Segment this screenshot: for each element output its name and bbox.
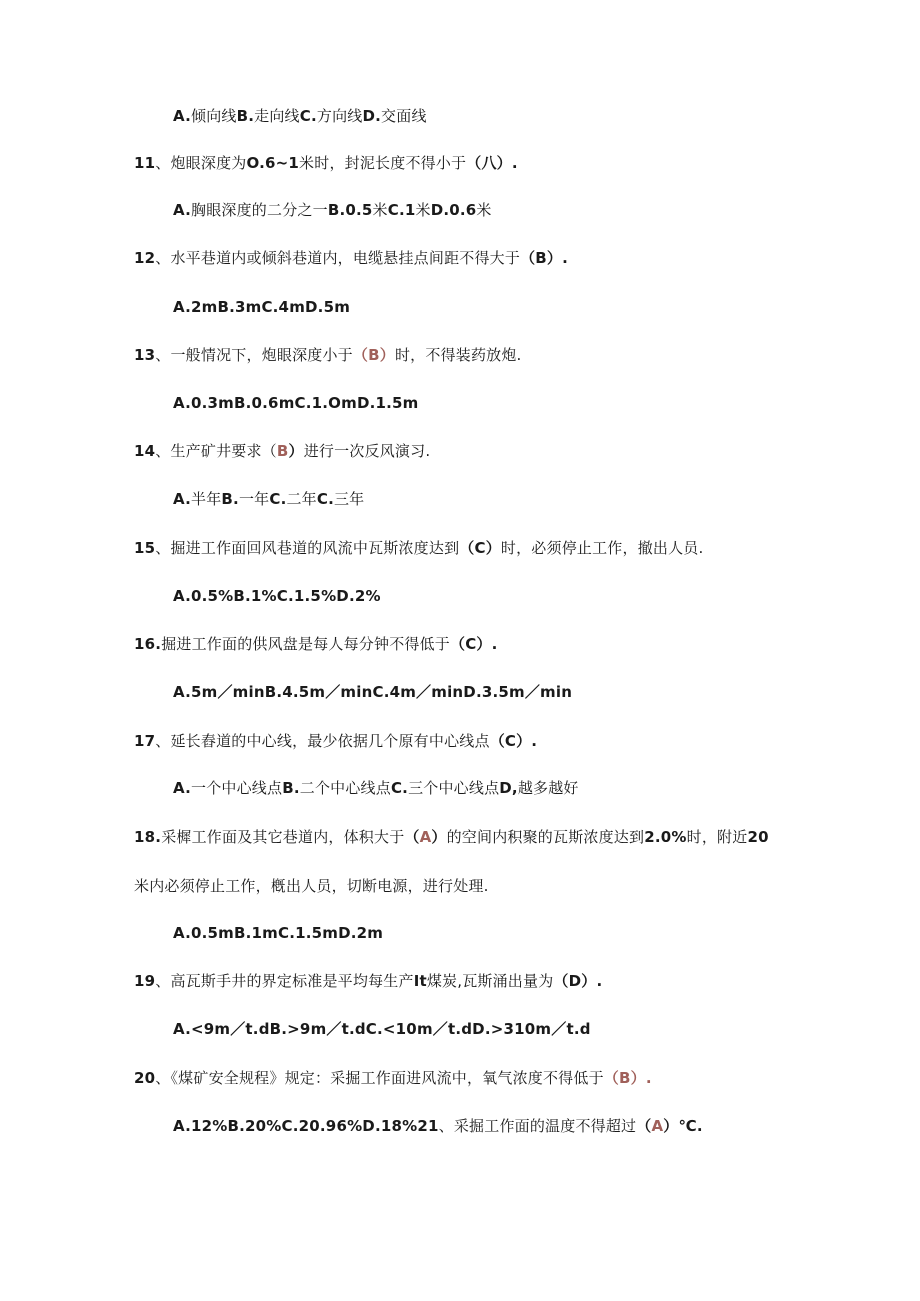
text-segment: A.5m／minB.4.5m／minC.4m／minD.3.5m／min [173, 683, 573, 701]
text-segment: 、掘进工作面回风巷道的风流中瓦斯浓度达到 [155, 539, 460, 557]
text-segment: （D）. [553, 972, 603, 990]
text-segment: 半年 [191, 490, 222, 508]
text-segment: 掘进工作面的供风盘是每人每分钟不得低于 [161, 635, 450, 653]
text-segment: 、采掘工作面的温度不得超过 [438, 1117, 637, 1135]
text-segment: It [413, 972, 427, 990]
text-segment: ） [288, 442, 304, 460]
text-segment: 越多越好 [517, 779, 579, 797]
text-segment: C. [299, 107, 317, 125]
text-segment: 时，附近 [686, 828, 748, 846]
text-segment: （C）. [450, 635, 498, 653]
text-segment: ）℃. [663, 1117, 703, 1135]
text-segment: 、高瓦斯手井的界定标准是平均每生产 [155, 972, 414, 990]
text-segment: 时，必须停止工作，撤出人员. [500, 539, 704, 557]
text-segment: O.6~1 [246, 154, 300, 172]
text-segment: 煤炭,瓦斯涌出量为 [426, 972, 554, 990]
text-segment: 2.0% [644, 828, 687, 846]
options-line-20 [173, 1116, 703, 1136]
text-segment: A [419, 828, 432, 846]
text-segment: A.2mB.3mC.4mD.5m [173, 298, 351, 316]
text-segment: C. [269, 490, 287, 508]
question-19 [134, 971, 602, 991]
text-segment: （八）. [466, 154, 518, 172]
text-segment: 、生产矿井要求（ [155, 442, 277, 460]
options-line-16 [173, 682, 572, 702]
question-14 [134, 441, 430, 461]
text-segment: 时，不得装药放炮. [394, 346, 522, 364]
text-segment: 17 [134, 732, 156, 750]
text-segment: 15 [134, 539, 156, 557]
text-segment: 米 [415, 201, 431, 219]
text-segment: 、《煤矿安全规程》规定：采掘工作面进风流中，氧气浓度不得低于 [155, 1069, 604, 1087]
options-line-17 [173, 778, 579, 798]
text-segment: C.1 [387, 201, 416, 219]
text-segment: D.0.6 [430, 201, 477, 219]
text-segment: 走向线 [254, 107, 300, 125]
text-segment: B. [236, 107, 255, 125]
question-16 [134, 634, 498, 654]
text-segment: 交面线 [381, 107, 427, 125]
text-segment: B.0.5 [327, 201, 373, 219]
text-segment: 一年 [238, 490, 270, 508]
text-segment: A. [173, 107, 191, 125]
options-line-10 [173, 106, 427, 126]
text-segment: 米时，封泥长度不得小于 [299, 154, 467, 172]
text-segment: （B）. [520, 249, 569, 267]
text-segment: 11 [134, 154, 156, 172]
text-segment: （B） [352, 346, 395, 364]
text-segment: 米 [476, 201, 492, 219]
text-segment: 16. [134, 635, 162, 653]
options-line-13 [173, 393, 419, 413]
text-segment: 二个中心线点 [299, 779, 391, 797]
text-segment: B [276, 442, 289, 460]
options-line-15 [173, 586, 381, 606]
text-segment: A.0.5%B.1%C.1.5%D.2% [173, 587, 381, 605]
question-17 [134, 731, 537, 751]
text-segment: 14 [134, 442, 156, 460]
question-15 [134, 538, 703, 558]
text-segment: 方向线 [316, 107, 363, 125]
question-20 [134, 1068, 652, 1088]
text-segment: 进行一次反风演习. [303, 442, 431, 460]
text-segment: D, [499, 779, 518, 797]
question-12 [134, 248, 568, 268]
question-11 [134, 153, 518, 173]
text-segment: （B）. [603, 1069, 652, 1087]
text-segment: 胸眼深度的二分之一 [191, 201, 328, 219]
text-segment: 三年 [333, 490, 365, 508]
text-segment: 13 [134, 346, 156, 364]
text-segment: 、一般情况下，炮眼深度小于 [155, 346, 353, 364]
text-segment: 倾向线 [191, 107, 237, 125]
text-segment: A.12%B.20%C.20.96%D.18%21 [173, 1117, 439, 1135]
text-segment: 、延长舂道的中心线，最少依据几个原有中心线点 [155, 732, 490, 750]
text-segment: ） [431, 828, 447, 846]
text-segment: （ [404, 828, 420, 846]
text-segment: C. [390, 779, 409, 797]
text-segment: 一个中心线点 [191, 779, 283, 797]
text-segment: 三个中心线点 [408, 779, 500, 797]
text-segment: 19 [134, 972, 156, 990]
text-segment: 、水平巷道内或倾斜巷道内，电缆悬挂点间距不得大于 [155, 249, 521, 267]
text-segment: A.0.3mB.0.6mC.1.OmD.1.5m [173, 394, 419, 412]
text-segment: （C） [459, 539, 501, 557]
text-segment: A. [173, 490, 191, 508]
text-segment: B. [282, 779, 300, 797]
text-segment: C. [316, 490, 334, 508]
text-segment: 20 [747, 828, 769, 846]
text-segment: 采樨工作面及其它巷道内，体积大于 [161, 828, 405, 846]
text-segment: 的空间内积聚的瓦斯浓度达到 [446, 828, 645, 846]
text-segment: 12 [134, 249, 156, 267]
text-segment: （ [636, 1117, 652, 1135]
text-segment: D. [362, 107, 382, 125]
options-line-18 [173, 923, 383, 943]
text-segment: 18. [134, 828, 162, 846]
text-segment: 米内必须停止工作，槪出人员，切断电源，进行处理. [134, 877, 489, 895]
options-line-14 [173, 489, 364, 509]
text-segment: A. [173, 779, 191, 797]
options-line-19 [173, 1019, 591, 1039]
text-segment: B. [221, 490, 239, 508]
text-segment: （C）. [489, 732, 538, 750]
text-segment: 二年 [286, 490, 317, 508]
text-segment: A.<9m／t.dB.>9m／t.dC.<10m／t.dD.>310m／t.d [173, 1020, 591, 1038]
question-18-continuation [134, 876, 489, 896]
text-segment: 米 [372, 201, 388, 219]
text-segment: A [651, 1117, 664, 1135]
text-segment: 、炮眼深度为 [155, 154, 247, 172]
question-13 [134, 345, 522, 365]
text-segment: A.0.5mB.1mC.1.5mD.2m [173, 924, 384, 942]
options-line-12 [173, 297, 350, 317]
question-18 [134, 827, 769, 847]
options-line-11 [173, 200, 492, 220]
text-segment: 20 [134, 1069, 156, 1087]
text-segment: A. [173, 201, 191, 219]
